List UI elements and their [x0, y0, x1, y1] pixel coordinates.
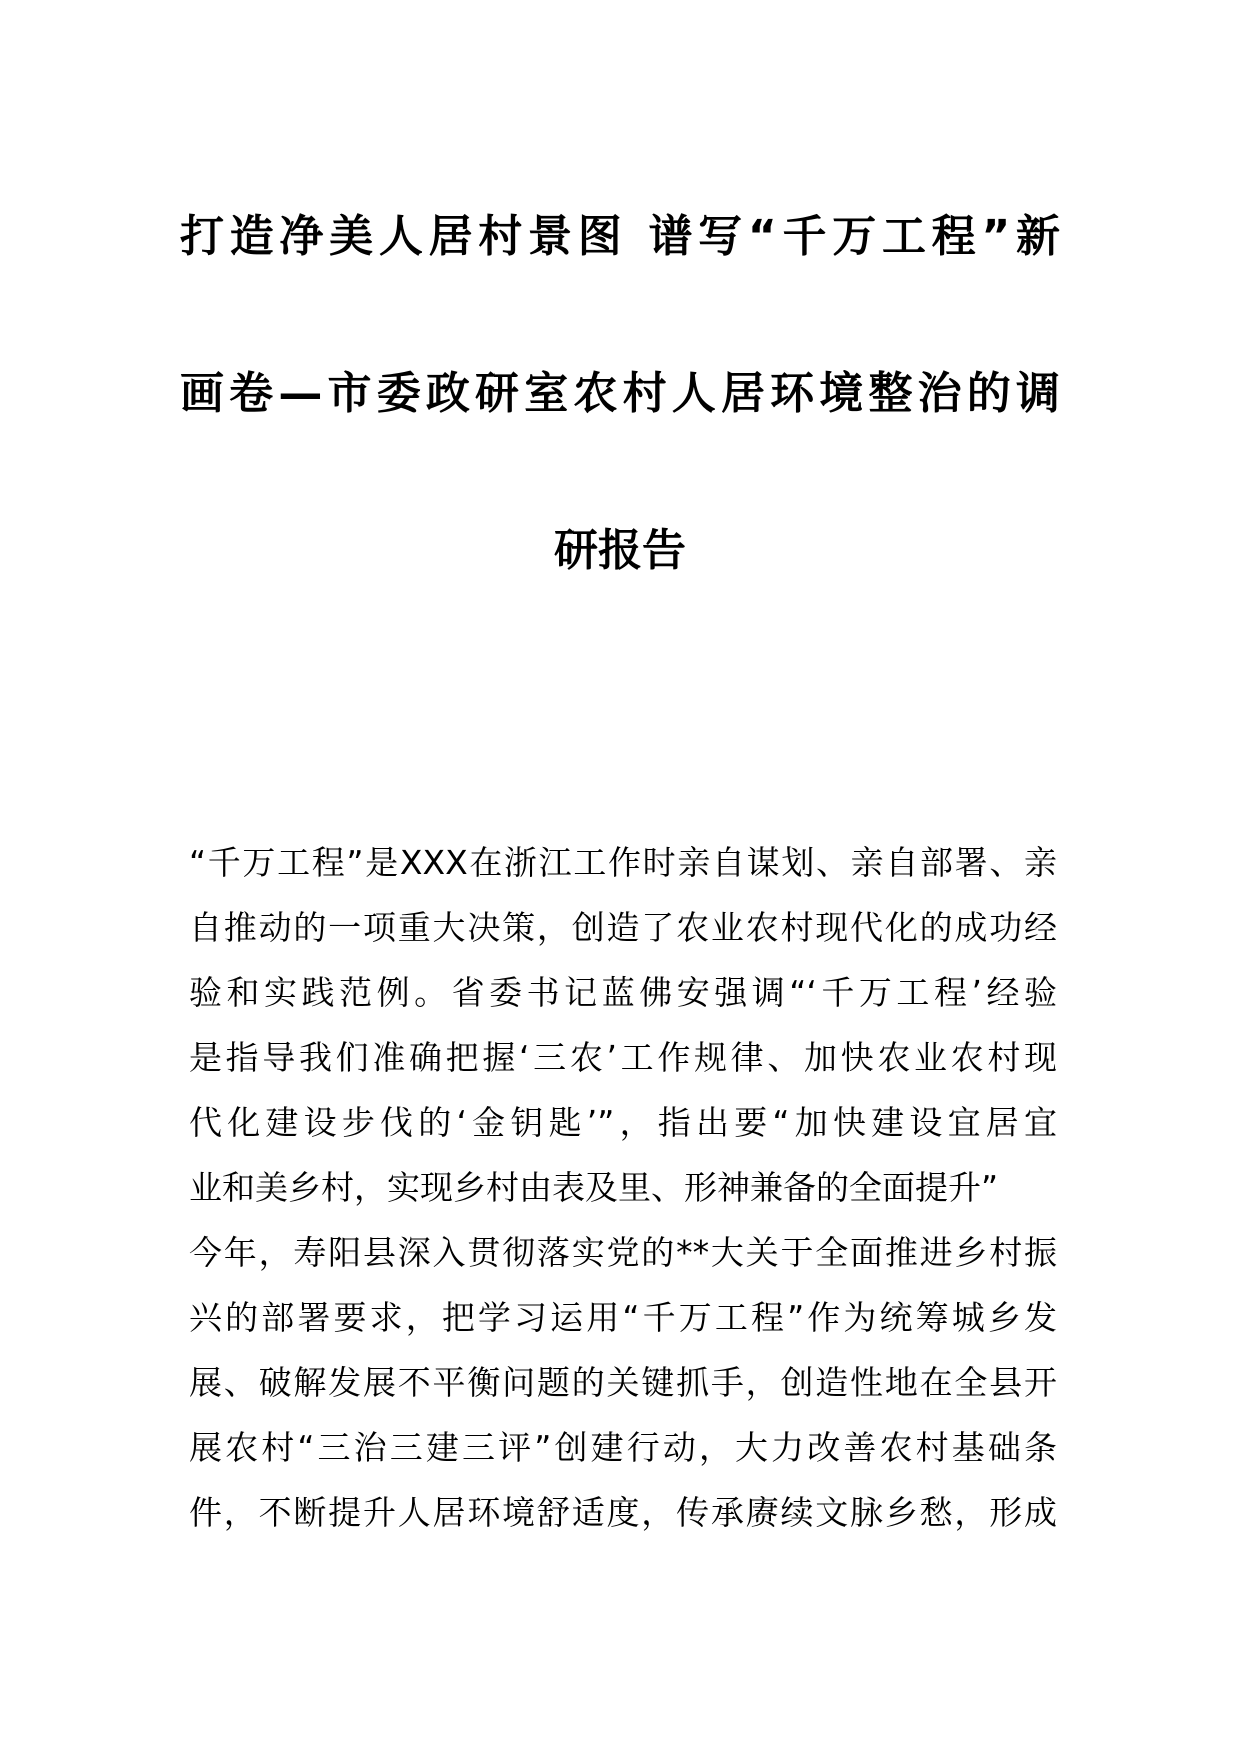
body-line: 业和美乡村，实现乡村由表及里、形神兼备的全面提升”: [189, 1168, 999, 1207]
body-line: 展、破解发展不平衡问题的关键抓手，创造性地在全县开: [189, 1363, 1057, 1402]
body-line: “千万工程”是XXX在浙江工作时亲自谋划、亲自部署、亲: [189, 843, 1057, 882]
body-line: 展农村“三治三建三评”创建行动，大力改善农村基础条: [189, 1428, 1057, 1467]
body-line: 是指导我们准确把握‘三农’工作规律、加快农业农村现: [189, 1038, 1057, 1077]
body-line: 兴的部署要求，把学习运用“千万工程”作为统筹城乡发: [189, 1298, 1057, 1337]
body-line: 今年，寿阳县深入贯彻落实党的**大关于全面推进乡村振: [189, 1233, 1057, 1272]
body-line: 自推动的一项重大决策，创造了农业农村现代化的成功经: [189, 908, 1057, 947]
document-title: [180, 158, 1060, 629]
body-line: 代化建设步伐的‘金钥匙’”，指出要“加快建设宜居宜: [189, 1103, 1057, 1142]
title-line-1: 打造净美人居村景图 谱写“千万工程”新: [180, 211, 1060, 262]
title-line-3: 研报告: [554, 525, 686, 576]
document-body-paragraph: [189, 830, 1057, 1545]
title-line-2: 画卷—市委政研室农村人居环境整治的调: [180, 368, 1060, 419]
body-line: 验和实践范例。省委书记蓝佛安强调“‘千万工程’经验: [189, 973, 1057, 1012]
body-line: 件，不断提升人居环境舒适度，传承赓续文脉乡愁，形成: [189, 1493, 1057, 1532]
